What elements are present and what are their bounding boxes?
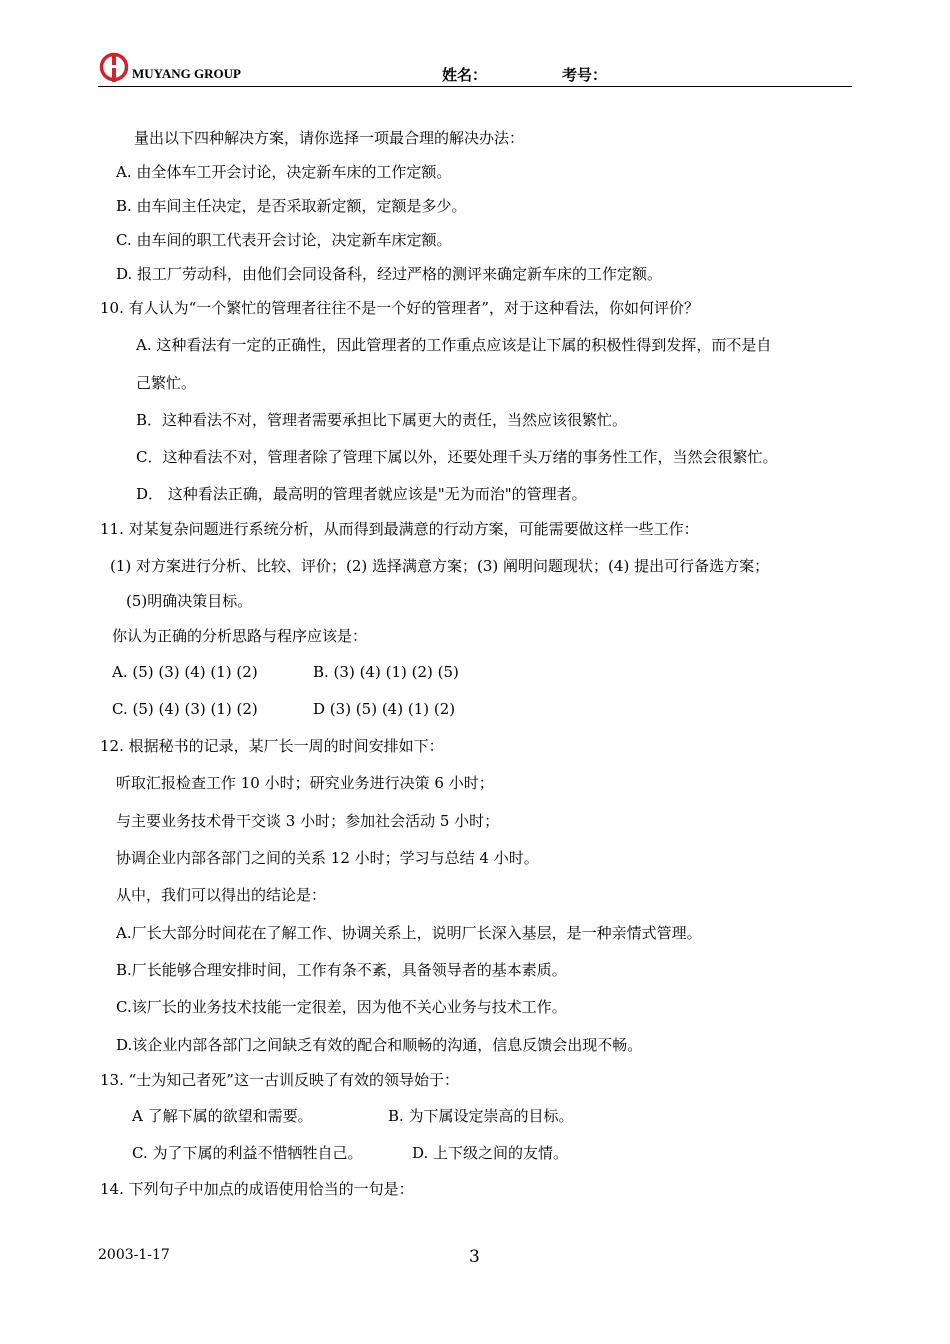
q10-question: 10. 有人认为“一个繁忙的管理者往往不是一个好的管理者”，对于这种看法，你如何评价？ bbox=[100, 299, 699, 317]
q12-option-a: A.厂长大部分时间花在了解工作、协调关系上，说明厂长深入基层，是一种亲情式管理。 bbox=[116, 924, 702, 942]
q10-option-a-cont: 己繁忙。 bbox=[136, 374, 197, 392]
q11-option-b: B. (3) (4) (1) (2) (5) bbox=[313, 663, 459, 681]
footer-date: 2003-1-17 bbox=[98, 1247, 170, 1263]
q12-option-b: B.厂长能够合理安排时间，工作有条不紊，具备领导者的基本素质。 bbox=[116, 961, 567, 979]
q9-option-c: C. 由车间的职工代表开会讨论，决定新车床定额。 bbox=[116, 231, 452, 249]
q12-question: 12. 根据秘书的记录，某厂长一周的时间安排如下： bbox=[100, 737, 444, 755]
q11-option-d: D (3) (5) (4) (1) (2) bbox=[313, 700, 456, 718]
q12-option-d: D.该企业内部各部门之间缺乏有效的配合和顺畅的沟通，信息反馈会出现不畅。 bbox=[116, 1036, 643, 1054]
q11-steps-cont: (5)明确决策目标。 bbox=[126, 592, 253, 610]
q10-option-c: C．这种看法不对，管理者除了管理下属以外，还要处理千头万绪的事务性工作，当然会很繁忙。 bbox=[136, 448, 778, 466]
q12-schedule-2: 与主要业务技术骨干交谈 3 小时；参加社会活动 5 小时； bbox=[116, 812, 500, 830]
q9-intro: 量出以下四种解决方案，请你选择一项最合理的解决办法： bbox=[134, 129, 525, 147]
q12-schedule-3: 协调企业内部各部门之间的关系 12 小时；学习与总结 4 小时。 bbox=[116, 849, 539, 867]
q13-question: 13. “士为知己者死”这一古训反映了有效的领导始于： bbox=[100, 1071, 459, 1089]
brand-name: MUYANG GROUP bbox=[132, 66, 241, 81]
q10-option-d: D． 这种看法正确，最高明的管理者就应该是"无为而治"的管理者。 bbox=[136, 485, 587, 503]
q12-prompt: 从中，我们可以得出的结论是： bbox=[116, 886, 327, 904]
page-header bbox=[98, 50, 852, 87]
name-label: 姓名： bbox=[442, 66, 488, 84]
q11-option-c: C. (5) (4) (3) (1) (2) bbox=[112, 700, 258, 718]
q12-option-c: C.该厂长的业务技术技能一定很差，因为他不关心业务与技术工作。 bbox=[116, 998, 567, 1016]
q10-option-b: B．这种看法不对，管理者需要承担比下属更大的责任，当然应该很繁忙。 bbox=[136, 411, 628, 429]
q13-option-b: B. 为下属设定崇高的目标。 bbox=[388, 1107, 574, 1125]
q9-option-b: B. 由车间主任决定，是否采取新定额，定额是多少。 bbox=[116, 197, 467, 215]
exam-number-label: 考号： bbox=[562, 66, 608, 84]
q9-option-a: A. 由全体车工开会讨论，决定新车床的工作定额。 bbox=[116, 163, 452, 181]
page-number: 3 bbox=[469, 1247, 480, 1267]
q12-schedule-1: 听取汇报检查工作 10 小时；研究业务进行决策 6 小时； bbox=[116, 774, 494, 792]
q9-option-d: D. 报工厂劳动科，由他们会同设备科，经过严格的测评来确定新车床的工作定额。 bbox=[116, 265, 663, 283]
muyang-logo-icon bbox=[98, 52, 130, 84]
q13-option-d: D. 上下级之间的友情。 bbox=[412, 1144, 569, 1162]
q14-question: 14. 下列句子中加点的成语使用恰当的一句是： bbox=[100, 1180, 414, 1198]
q13-option-a: A 了解下属的欲望和需要。 bbox=[132, 1107, 313, 1125]
q13-option-c: C. 为了下属的利益不惜牺牲自己。 bbox=[132, 1144, 363, 1162]
q11-steps: (1) 对方案进行分析、比较、评价；(2) 选择满意方案；(3) 阐明问题现状；(4) 提出可行备选方案； bbox=[110, 557, 770, 575]
q11-option-a: A. (5) (3) (4) (1) (2) bbox=[112, 663, 258, 681]
q10-option-a: A. 这种看法有一定的正确性，因此管理者的工作重点应该是让下属的积极性得到发挥，而不是自 bbox=[136, 336, 772, 354]
q11-question: 11. 对某复杂问题进行系统分析，从而得到最满意的行动方案，可能需要做这样一些工作： bbox=[100, 520, 699, 538]
q11-prompt: 你认为正确的分析思路与程序应该是： bbox=[112, 627, 368, 645]
